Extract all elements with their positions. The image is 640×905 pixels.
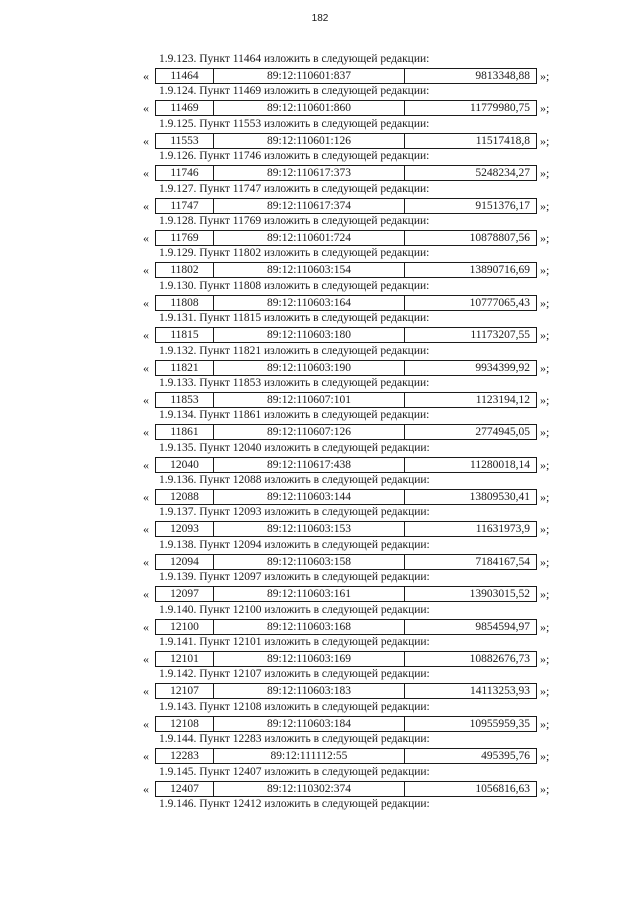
table-row-line xyxy=(0,424,640,440)
amendment-item-text: 1.9.138. Пункт 12094 изложить в следующей редакции: xyxy=(159,538,430,551)
table-row xyxy=(155,295,537,311)
cell-value: 1056816,63 xyxy=(475,782,530,795)
table-row xyxy=(155,230,537,246)
closing-quote: »; xyxy=(540,587,550,602)
amendment-entry xyxy=(0,118,640,150)
cell-cadastral-number: 89:12:110603:144 xyxy=(214,490,405,504)
amendment-item-text: 1.9.123. Пункт 11464 изложить в следующей редакции: xyxy=(159,53,430,65)
cell-value: 11631973,9 xyxy=(475,523,530,536)
cell-value: 10955959,35 xyxy=(469,717,530,730)
cell-cadastral-number: 89:12:110617:374 xyxy=(214,199,405,213)
amendment-entry xyxy=(0,377,640,409)
cell-item-number: 11853 xyxy=(156,393,214,407)
amendment-entry xyxy=(0,604,640,636)
opening-quote: « xyxy=(143,716,149,731)
table-row xyxy=(155,683,537,699)
amendment-entry xyxy=(0,442,640,474)
amendment-item-text: 1.9.130. Пункт 11808 изложить в следующей редакции: xyxy=(159,279,430,292)
cell-item-number: 11802 xyxy=(156,263,214,277)
cell-cadastral-number: 89:12:111112:55 xyxy=(214,749,405,763)
closing-quote: »; xyxy=(540,392,550,407)
opening-quote: « xyxy=(143,587,149,602)
closing-quote: »; xyxy=(540,522,550,537)
table-row-line xyxy=(0,392,640,408)
amendment-entry xyxy=(0,766,640,798)
opening-quote: « xyxy=(143,263,149,278)
cell-cadastral-number: 89:12:110603:180 xyxy=(214,328,405,342)
cell-cadastral-number: 89:12:110302:374 xyxy=(214,782,405,796)
closing-quote: »; xyxy=(540,360,550,375)
table-row-line xyxy=(0,586,640,602)
closing-quote: »; xyxy=(540,166,550,181)
cell-item-number: 12097 xyxy=(156,587,214,601)
table-row-line xyxy=(0,133,640,149)
closing-quote: »; xyxy=(540,749,550,764)
cell-cadastral-number: 89:12:110603:190 xyxy=(214,361,405,375)
amendment-item-text: 1.9.132. Пункт 11821 изложить в следующей редакции: xyxy=(159,344,430,357)
closing-quote: »; xyxy=(540,230,550,245)
amendment-item-text: 1.9.133. Пункт 11853 изложить в следующей редакции: xyxy=(159,376,430,389)
opening-quote: « xyxy=(143,781,149,796)
closing-quote: »; xyxy=(540,490,550,505)
cell-value: 13809530,41 xyxy=(469,491,530,504)
table-row xyxy=(155,100,537,116)
amendment-entry xyxy=(0,345,640,377)
cell-cadastral-number: 89:12:110603:161 xyxy=(214,587,405,601)
amendment-item-text: 1.9.146. Пункт 12412 изложить в следующей редакции: xyxy=(159,798,430,811)
cell-value: 11280018,14 xyxy=(470,458,530,471)
amendment-item-text: 1.9.131. Пункт 11815 изложить в следующей редакции: xyxy=(159,312,430,325)
cell-item-number: 12100 xyxy=(156,620,214,634)
cell-value: 10878807,56 xyxy=(469,231,530,244)
opening-quote: « xyxy=(143,554,149,569)
table-row-line xyxy=(0,683,640,699)
opening-quote: « xyxy=(143,425,149,440)
cell-value: 13903015,52 xyxy=(469,588,530,601)
amendment-entry xyxy=(0,150,640,182)
opening-quote: « xyxy=(143,166,149,181)
closing-quote: »; xyxy=(540,295,550,310)
cell-cadastral-number: 89:12:110603:169 xyxy=(214,652,405,666)
table-row xyxy=(155,748,537,764)
amendment-item-text: 1.9.128. Пункт 11769 изложить в следующей редакции: xyxy=(159,214,430,227)
amendment-entry xyxy=(0,636,640,668)
amendment-entry xyxy=(0,733,640,765)
table-row xyxy=(155,651,537,667)
cell-cadastral-number: 89:12:110603:164 xyxy=(214,296,405,310)
table-row xyxy=(155,327,537,343)
opening-quote: « xyxy=(143,133,149,148)
amendment-item-text: 1.9.134. Пункт 11861 изложить в следующей редакции: xyxy=(159,409,430,422)
cell-value: 14113253,93 xyxy=(470,685,530,698)
amendment-item-text: 1.9.127. Пункт 11747 изложить в следующей редакции: xyxy=(159,182,430,195)
closing-quote: »; xyxy=(540,716,550,731)
cell-value: 9854594,97 xyxy=(475,620,530,633)
opening-quote: « xyxy=(143,490,149,505)
closing-quote: »; xyxy=(540,425,550,440)
table-row xyxy=(155,165,537,181)
cell-value: 9934399,92 xyxy=(475,361,530,374)
cell-cadastral-number: 89:12:110601:860 xyxy=(214,101,405,115)
amendment-item-text: 1.9.126. Пункт 11746 изложить в следующей редакции: xyxy=(159,150,430,163)
cell-cadastral-number: 89:12:110601:126 xyxy=(214,134,405,148)
amendment-entry xyxy=(0,280,640,312)
table-row xyxy=(155,716,537,732)
cell-item-number: 12094 xyxy=(156,555,214,569)
cell-cadastral-number: 89:12:110603:158 xyxy=(214,555,405,569)
closing-quote: »; xyxy=(540,652,550,667)
table-row xyxy=(155,424,537,440)
cell-cadastral-number: 89:12:110607:126 xyxy=(214,425,405,439)
closing-quote: »; xyxy=(540,328,550,343)
table-row xyxy=(155,619,537,635)
cell-cadastral-number: 89:12:110603:154 xyxy=(214,263,405,277)
closing-quote: »; xyxy=(540,554,550,569)
table-row-line xyxy=(0,68,640,84)
closing-quote: »; xyxy=(540,457,550,472)
amendment-entry xyxy=(0,53,640,85)
cell-item-number: 12040 xyxy=(156,458,214,472)
cell-cadastral-number: 89:12:110603:184 xyxy=(214,717,405,731)
cell-cadastral-number: 89:12:110603:183 xyxy=(214,684,405,698)
table-row-line xyxy=(0,716,640,732)
amendment-item-text: 1.9.125. Пункт 11553 изложить в следующей редакции: xyxy=(159,117,430,130)
amendment-entry xyxy=(0,215,640,247)
opening-quote: « xyxy=(143,619,149,634)
opening-quote: « xyxy=(143,392,149,407)
amendment-entry xyxy=(0,571,640,603)
table-row-line xyxy=(0,295,640,311)
closing-quote: »; xyxy=(540,781,550,796)
table-row-line xyxy=(0,521,640,537)
amendment-entry xyxy=(0,85,640,117)
cell-cadastral-number: 89:12:110617:438 xyxy=(214,458,405,472)
closing-quote: »; xyxy=(540,133,550,148)
amendment-item-text: 1.9.129. Пункт 11802 изложить в следующей редакции: xyxy=(159,247,430,260)
closing-quote: »; xyxy=(540,69,550,83)
closing-quote: »; xyxy=(540,101,550,116)
table-row xyxy=(155,554,537,570)
table-row-line xyxy=(0,262,640,278)
amendment-entry xyxy=(0,506,640,538)
table-row-line xyxy=(0,198,640,214)
amendment-entry xyxy=(0,183,640,215)
opening-quote: « xyxy=(143,652,149,667)
cell-cadastral-number: 89:12:110607:101 xyxy=(214,393,405,407)
cell-value: 9813348,88 xyxy=(475,70,530,82)
cell-cadastral-number: 89:12:110601:837 xyxy=(214,69,405,83)
table-row-line xyxy=(0,651,640,667)
cell-item-number: 12101 xyxy=(156,652,214,666)
table-row-line xyxy=(0,327,640,343)
amendment-entry xyxy=(0,474,640,506)
cell-item-number: 11769 xyxy=(156,231,214,245)
document-body xyxy=(0,53,640,811)
closing-quote: »; xyxy=(540,263,550,278)
cell-value: 10777065,43 xyxy=(469,296,530,309)
cell-value: 5248234,27 xyxy=(475,167,530,180)
amendment-entry xyxy=(0,312,640,344)
page-number: 182 xyxy=(311,13,329,24)
opening-quote: « xyxy=(143,684,149,699)
table-row xyxy=(155,586,537,602)
table-row-line xyxy=(0,360,640,376)
cell-value: 10882676,73 xyxy=(469,653,530,666)
amendment-item-text: 1.9.144. Пункт 12283 изложить в следующей редакции: xyxy=(159,733,430,746)
cell-item-number: 11747 xyxy=(156,199,214,213)
table-row xyxy=(155,68,537,84)
table-row xyxy=(155,781,537,797)
cell-value: 7184167,54 xyxy=(475,555,530,568)
table-row xyxy=(155,392,537,408)
cell-value: 11779980,75 xyxy=(470,102,530,115)
table-row-line xyxy=(0,100,640,116)
cell-value: 2774945,05 xyxy=(475,426,530,439)
opening-quote: « xyxy=(143,522,149,537)
table-row-line xyxy=(0,457,640,473)
opening-quote: « xyxy=(143,295,149,310)
cell-value: 11517418,8 xyxy=(475,134,530,147)
closing-quote: »; xyxy=(540,619,550,634)
table-row-line xyxy=(0,619,640,635)
cell-item-number: 12107 xyxy=(156,684,214,698)
amendment-item-text: 1.9.141. Пункт 12101 изложить в следующей редакции: xyxy=(159,636,430,649)
cell-item-number: 11815 xyxy=(156,328,214,342)
opening-quote: « xyxy=(143,457,149,472)
amendment-item-text: 1.9.145. Пункт 12407 изложить в следующей редакции: xyxy=(159,765,430,778)
amendment-item-text: 1.9.142. Пункт 12107 изложить в следующей редакции: xyxy=(159,668,430,681)
table-row xyxy=(155,457,537,473)
amendment-item-text: 1.9.140. Пункт 12100 изложить в следующей редакции: xyxy=(159,603,430,616)
amendment-entry xyxy=(0,668,640,700)
cell-item-number: 12283 xyxy=(156,749,214,763)
cell-value: 495395,76 xyxy=(481,750,530,763)
table-row-line xyxy=(0,554,640,570)
cell-value: 1123194,12 xyxy=(475,393,530,406)
amendment-entry xyxy=(0,247,640,279)
cell-value: 13890716,69 xyxy=(469,264,530,277)
closing-quote: »; xyxy=(540,684,550,699)
amendment-item-text: 1.9.136. Пункт 12088 изложить в следующей редакции: xyxy=(159,474,430,487)
table-row-line xyxy=(0,748,640,764)
cell-item-number: 11469 xyxy=(156,101,214,115)
opening-quote: « xyxy=(143,328,149,343)
cell-item-number: 11464 xyxy=(156,69,214,83)
cell-item-number: 12407 xyxy=(156,782,214,796)
amendment-item-text: 1.9.143. Пункт 12108 изложить в следующей редакции: xyxy=(159,700,430,713)
table-row-line xyxy=(0,165,640,181)
table-row xyxy=(155,360,537,376)
opening-quote: « xyxy=(143,69,149,83)
cell-value: 9151376,17 xyxy=(475,199,530,212)
cell-cadastral-number: 89:12:110601:724 xyxy=(214,231,405,245)
opening-quote: « xyxy=(143,360,149,375)
table-row xyxy=(155,133,537,149)
amendment-item-text: 1.9.135. Пункт 12040 изложить в следующей редакции: xyxy=(159,441,430,454)
amendment-entry xyxy=(0,539,640,571)
cell-item-number: 12093 xyxy=(156,522,214,536)
cell-value: 11173207,55 xyxy=(470,329,530,342)
cell-item-number: 12088 xyxy=(156,490,214,504)
cell-item-number: 12108 xyxy=(156,717,214,731)
cell-item-number: 11821 xyxy=(156,361,214,375)
table-row xyxy=(155,489,537,505)
table-row xyxy=(155,521,537,537)
table-row xyxy=(155,198,537,214)
opening-quote: « xyxy=(143,198,149,213)
cell-item-number: 11808 xyxy=(156,296,214,310)
closing-quote: »; xyxy=(540,198,550,213)
opening-quote: « xyxy=(143,749,149,764)
opening-quote: « xyxy=(143,230,149,245)
cell-cadastral-number: 89:12:110617:373 xyxy=(214,166,405,180)
table-row-line xyxy=(0,230,640,246)
amendment-entry xyxy=(0,701,640,733)
amendment-item-text: 1.9.124. Пункт 11469 изложить в следующей редакции: xyxy=(159,85,430,98)
cell-cadastral-number: 89:12:110603:153 xyxy=(214,522,405,536)
table-row-line xyxy=(0,781,640,797)
opening-quote: « xyxy=(143,101,149,116)
table-row xyxy=(155,262,537,278)
cell-item-number: 11861 xyxy=(156,425,214,439)
table-row-line xyxy=(0,489,640,505)
amendment-item-text: 1.9.137. Пункт 12093 изложить в следующей редакции: xyxy=(159,506,430,519)
amendment-item-text: 1.9.139. Пункт 12097 изложить в следующей редакции: xyxy=(159,571,430,584)
cell-item-number: 11553 xyxy=(156,134,214,148)
cell-item-number: 11746 xyxy=(156,166,214,180)
cell-cadastral-number: 89:12:110603:168 xyxy=(214,620,405,634)
amendment-entry xyxy=(0,409,640,441)
